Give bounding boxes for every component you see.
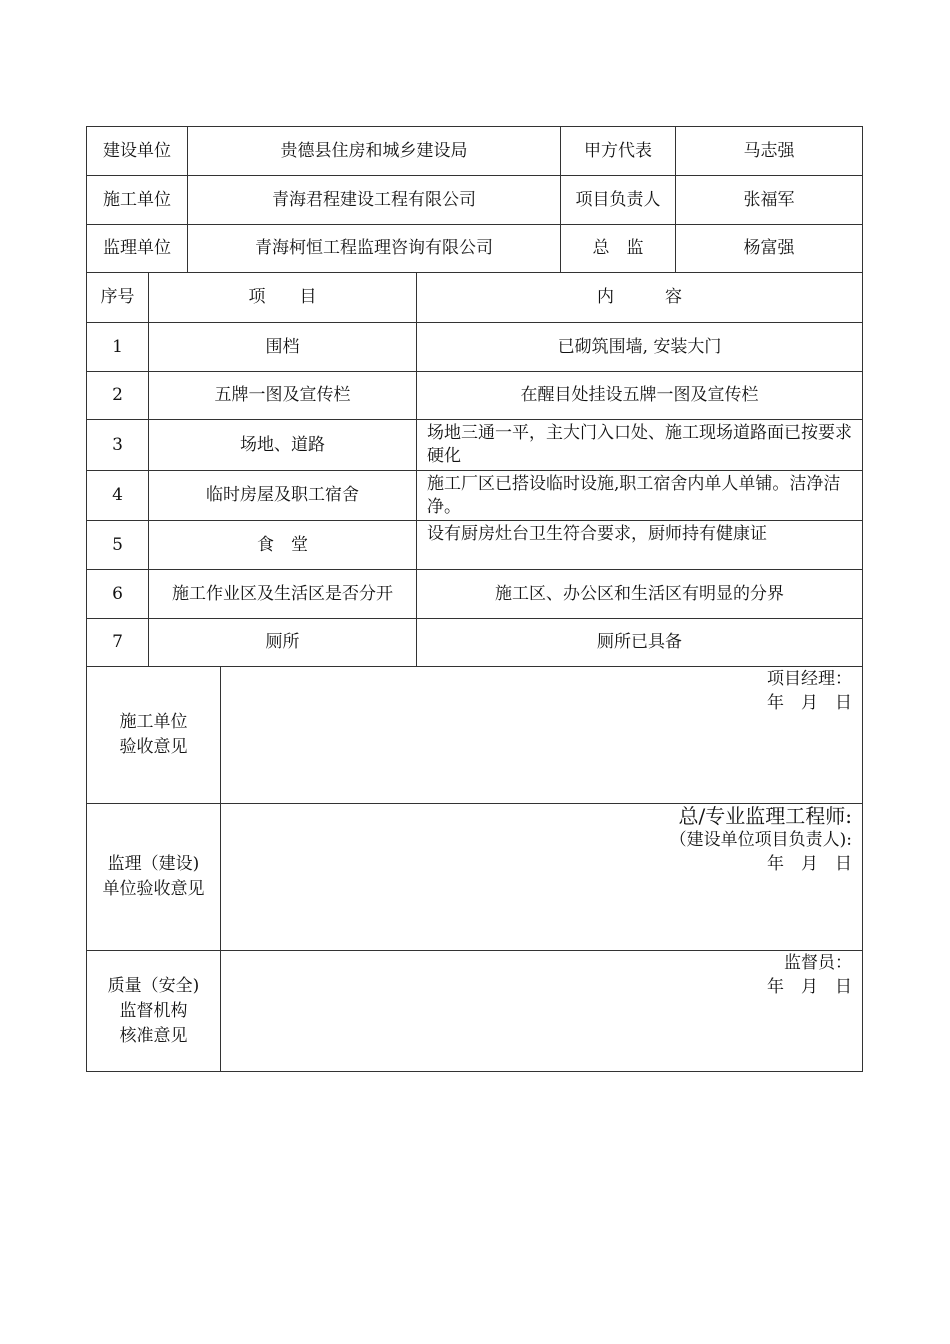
signature-sublabel: （建设单位项目负责人): <box>669 830 852 850</box>
row-content: 已砌筑围墙, 安装大门 <box>417 323 863 372</box>
info-label: 监理单位 <box>87 225 188 273</box>
info-value: 贵德县住房和城乡建设局 <box>188 127 561 176</box>
row-item: 五牌一图及宣传栏 <box>149 372 417 420</box>
row-no: 1 <box>87 323 149 372</box>
row-item: 厕所 <box>149 619 417 667</box>
approval-opinion <box>221 804 863 951</box>
approval-row-construction <box>87 667 863 804</box>
table-row <box>87 323 863 372</box>
signature-label: 项目经理： <box>767 669 852 689</box>
row-item: 临时房屋及职工宿舍 <box>149 471 417 521</box>
approval-label: 质量（安全) 监督机构 核准意见 <box>87 951 221 1072</box>
info-row <box>87 176 863 225</box>
info-label: 建设单位 <box>87 127 188 176</box>
info-row <box>87 225 863 273</box>
row-no: 2 <box>87 372 149 420</box>
date-label: 年 月 日 <box>767 693 852 713</box>
row-content: 施工厂区已搭设临时设施,职工宿舍内单人单铺。洁净洁净。 <box>417 471 863 521</box>
info-label: 总 监 <box>561 225 676 273</box>
row-item: 场地、道路 <box>149 420 417 471</box>
signature-label: 监督员： <box>784 953 852 973</box>
row-content: 厕所已具备 <box>417 619 863 667</box>
table-row <box>87 471 863 521</box>
row-content: 场地三通一平，主大门入口处、施工现场道路面已按要求硬化 <box>417 420 863 471</box>
row-no: 3 <box>87 420 149 471</box>
row-item: 施工作业区及生活区是否分开 <box>149 570 417 619</box>
signature-label: 总/专业监理工程师: <box>678 804 852 828</box>
approval-opinion <box>221 951 863 1072</box>
header-item: 项 目 <box>149 273 417 323</box>
row-item: 食 堂 <box>149 521 417 570</box>
approval-table <box>86 666 863 1072</box>
table-row <box>87 372 863 420</box>
info-row <box>87 127 863 176</box>
header-no: 序号 <box>87 273 149 323</box>
project-info-table <box>86 126 863 273</box>
header-content: 内 容 <box>417 273 863 323</box>
row-content: 设有厨房灶台卫生符合要求，厨师持有健康证 <box>417 521 863 570</box>
row-no: 4 <box>87 471 149 521</box>
info-label: 施工单位 <box>87 176 188 225</box>
row-content: 施工区、办公区和生活区有明显的分界 <box>417 570 863 619</box>
approval-label: 监理（建设) 单位验收意见 <box>87 804 221 951</box>
inspection-items-table <box>86 272 863 667</box>
approval-row-supervision <box>87 804 863 951</box>
row-no: 7 <box>87 619 149 667</box>
info-value: 青海君程建设工程有限公司 <box>188 176 561 225</box>
table-row <box>87 420 863 471</box>
row-no: 5 <box>87 521 149 570</box>
row-content: 在醒目处挂设五牌一图及宣传栏 <box>417 372 863 420</box>
approval-row-quality <box>87 951 863 1072</box>
table-row <box>87 619 863 667</box>
info-value: 马志强 <box>676 127 863 176</box>
row-item: 围档 <box>149 323 417 372</box>
table-row <box>87 521 863 570</box>
row-no: 6 <box>87 570 149 619</box>
table-row <box>87 570 863 619</box>
date-label: 年 月 日 <box>767 977 852 997</box>
info-value: 张福军 <box>676 176 863 225</box>
info-value: 青海柯恒工程监理咨询有限公司 <box>188 225 561 273</box>
info-label: 项目负责人 <box>561 176 676 225</box>
info-value: 杨富强 <box>676 225 863 273</box>
approval-label: 施工单位 验收意见 <box>87 667 221 804</box>
info-label: 甲方代表 <box>561 127 676 176</box>
header-row <box>87 273 863 323</box>
approval-opinion <box>221 667 863 804</box>
date-label: 年 月 日 <box>767 854 852 874</box>
